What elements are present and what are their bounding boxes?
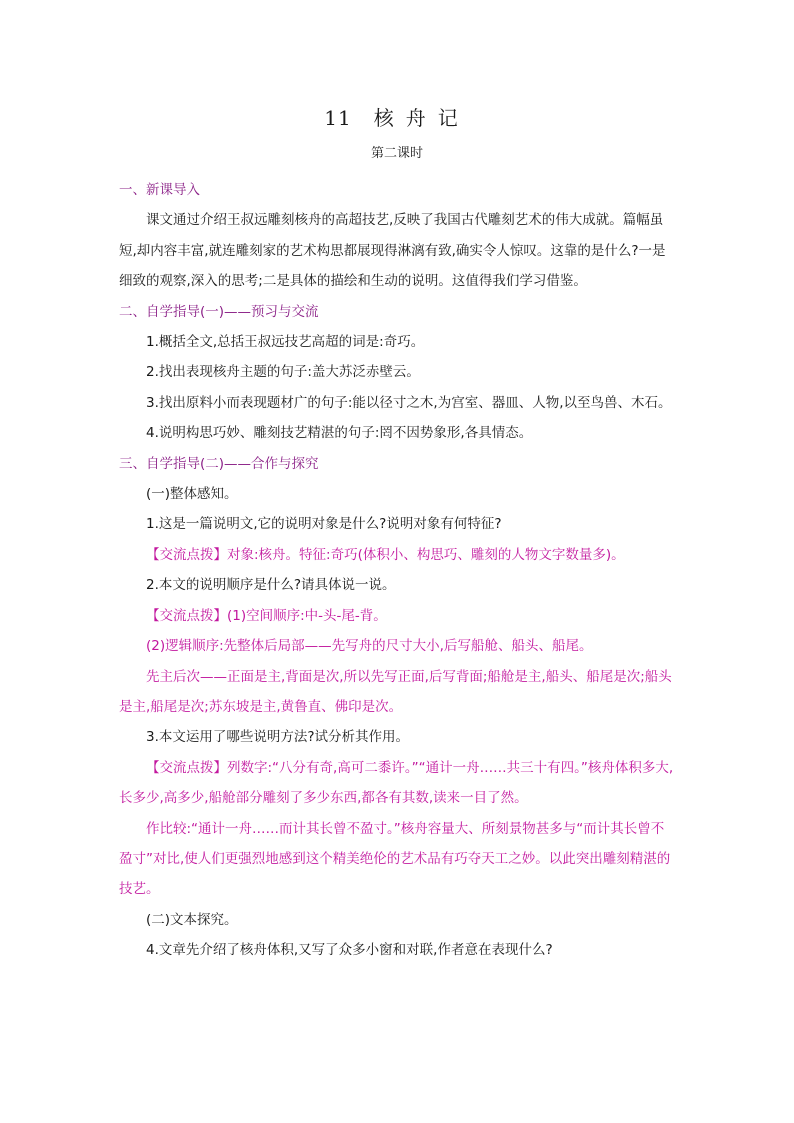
answer-2-line-1 <box>119 601 675 631</box>
subsection-overall: (一)整体感知。 <box>146 486 238 503</box>
lesson-title-text: 核舟记 <box>373 106 470 130</box>
lesson-title <box>0 104 794 132</box>
preview-item-1: 1.概括全文,总括王叔远技艺高超的词是:奇巧。 <box>146 334 425 351</box>
preview-item-2: 2.找出表现核舟主题的句子:盖大苏泛赤壁云。 <box>146 364 420 381</box>
answer-1: 【交流点拨】对象:核舟。特征:奇巧(体积小、构思巧、雕刻的人物文字数量多)。 <box>146 546 625 563</box>
question-1: 1.这是一篇说明文,它的说明对象是什么?说明对象有何特征? <box>146 516 502 533</box>
lesson-number: 11 <box>324 106 352 130</box>
subsection-text-study: (二)文本探究。 <box>146 911 238 928</box>
intro-paragraph: 课文通过介绍王叔远雕刻核舟的高超技艺,反映了我国古代雕刻艺术的伟大成就。篇幅虽短,却内容丰富,就连雕刻家的艺术构思都展现得淋漓有致,确实令人惊叹。这靠的是什么?一是细致的观察,深入的思考;二是具体的描绘和生动的说明。这值得我们学习借鉴。 <box>119 212 666 290</box>
preview-item-4: 4.说明构思巧妙、雕刻技艺精湛的句子:罔不因势象形,各具情态。 <box>146 425 533 442</box>
answer-3-comparison: 作比较:“通计一舟……而计其长曾不盈寸。”核舟容量大、所刻景物甚多与“而计其长曾不盈寸”对比,使人们更强烈地感到这个精美绝伦的艺术品有巧夺天工之妙。以此突出雕刻精湛的技艺。 <box>119 820 671 898</box>
answer-2-logical: (2)逻辑顺序:先整体后局部——先写舟的尺寸大小,后写船舱、船头、船尾。 <box>146 638 593 655</box>
answer-3-numbers <box>119 753 675 814</box>
answer-2-spatial: (1)空间顺序:中-头-尾-背。 <box>227 607 387 624</box>
question-3: 3.本文运用了哪些说明方法?试分析其作用。 <box>146 729 410 746</box>
answer-2-primary-secondary: 先主后次——正面是主,背面是次,所以先写正面,后写背面;船舱是主,船头、船尾是次;船头是主,船尾是次;苏东坡是主,黄鲁直、佛印是次。 <box>119 668 672 715</box>
answer-3-label: 【交流点拨】 <box>146 759 227 776</box>
section-heading-2: 二、自学指导(一)——预习与交流 <box>119 303 319 320</box>
preview-item-3: 3.找出原料小而表现题材广的句子:能以径寸之木,为宫室、器皿、人物,以至鸟兽、木石。 <box>146 394 672 411</box>
section-heading-1: 一、新课导入 <box>119 182 200 198</box>
answer-3-numbers-text: 列数字:“八分有奇,高可二黍许。”“通计一舟……共三十有四。”核舟体积多大,长多少,高多少,船舱部分雕刻了多少东西,都各有其数,读来一目了然。 <box>119 759 674 807</box>
question-2: 2.本文的说明顺序是什么?请具体说一说。 <box>146 577 396 594</box>
lesson-subtitle: 第二课时 <box>370 146 423 161</box>
answer-2-label: 【交流点拨】 <box>146 607 227 624</box>
section-heading-3: 三、自学指导(二)——合作与探究 <box>119 455 319 472</box>
lesson-content <box>119 175 675 966</box>
question-4: 4.文章先介绍了核舟体积,又写了众多小窗和对联,作者意在表现什么? <box>146 942 553 959</box>
